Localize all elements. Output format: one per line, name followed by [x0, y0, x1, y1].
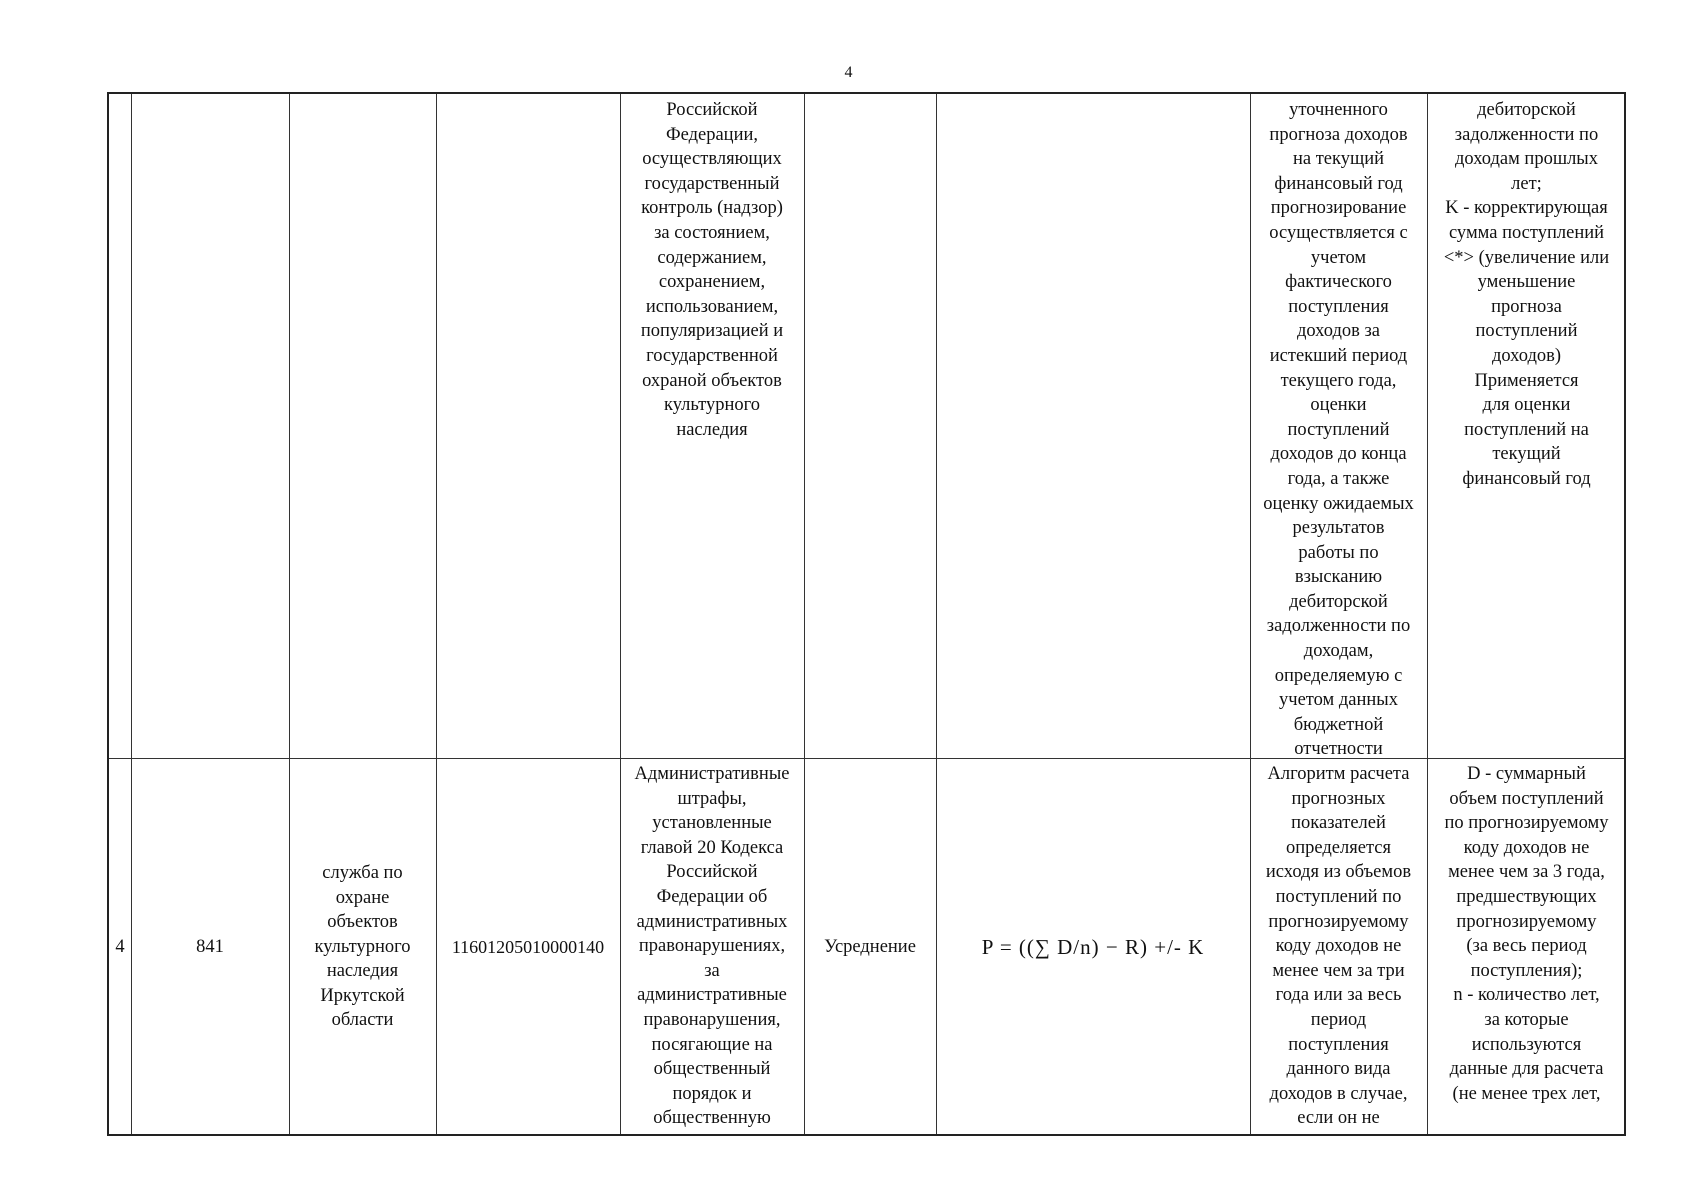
- indicator-description-cell: D - суммарный объем поступлений по прогнозируемому коду доходов не менее чем за 3 года, предшествующих прогнозируемому (за весь период поступления); n - количество лет, за которые используются данные для расчета (не менее трех лет,: [1444, 764, 1609, 1104]
- admin-code-cell: 841: [196, 936, 224, 957]
- indicator-description-cell: дебиторской задолженности по доходам прошлых лет; K - корректирующая сумма поступлений <*> (увеличение или уменьшение прогноза поступлений доходов) Применяется для оценки поступлений на текущий финансовый год: [1443, 100, 1610, 489]
- kbk-code-cell: 11601205010000140: [451, 936, 605, 957]
- page-number: 4: [844, 64, 853, 81]
- method-cell: Усреднение: [824, 936, 916, 957]
- admin-name-cell: служба по охране объектов культурного наследия Иркутской области: [314, 862, 411, 1031]
- row-number-cell: 4: [115, 936, 125, 957]
- algorithm-cell: уточненного прогноза доходов на текущий финансовый год прогнозирование осуществляется с учетом фактического поступления доходов за истекший период текущего года, оценки поступлений доходов до конца года, а также оценку ожидаемых результатов работы по взысканию дебиторской задолженности по доходам, определяемую с учетом данных бюджетной отчетности: [1263, 100, 1414, 760]
- formula-cell: P = ((∑ D/n) − R) +/- K: [981, 934, 1205, 959]
- algorithm-cell: Алгоритм расчета прогнозных показателей определяется исходя из объемов поступлений по прогнозируемому коду доходов не менее чем за три года или за весь период поступления данного вида доходов в случае, если он не: [1265, 764, 1412, 1129]
- income-name-cell: Административные штрафы, установленные главой 20 Кодекса Российской Федерации об административных правонарушениях, за административные правонарушения, посягающие на общественный порядок и общественную: [634, 764, 790, 1129]
- payer-description-cell: Российской Федерации, осуществляющих государственный контроль (надзор) за состоянием, содержанием, сохранением, использованием, популяризацией и государственной охраной объектов культурного наследия: [640, 100, 784, 440]
- income-forecast-table: [107, 92, 1626, 1136]
